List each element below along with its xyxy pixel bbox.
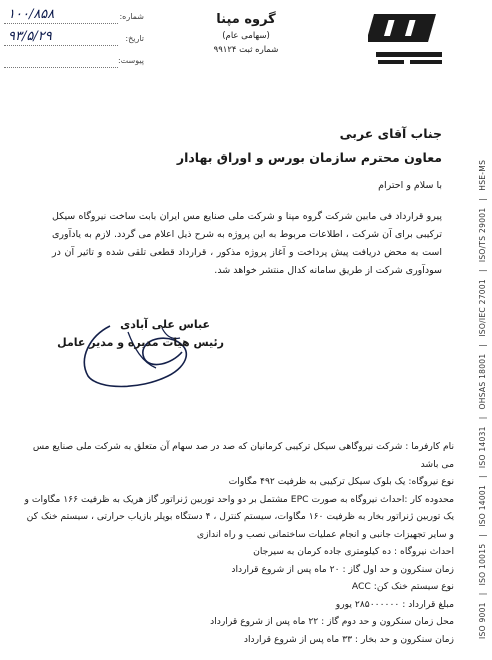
org-type: (سهامی عام) bbox=[222, 31, 270, 41]
cert-separator: | bbox=[478, 592, 487, 596]
certification-item: ISO/TS 29001 bbox=[478, 207, 487, 263]
certification-item: HSE-MS bbox=[478, 159, 487, 191]
signatory-title: رئیس هیات مدیره و مدیر عامل bbox=[57, 336, 224, 349]
cert-separator: | bbox=[478, 343, 487, 347]
meta-number bbox=[4, 7, 144, 26]
signatory-name: عباس علی آبادی bbox=[120, 318, 210, 331]
certification-list bbox=[478, 160, 487, 639]
body-paragraph: پیرو قرارداد فی مابین شرکت گروه مپنا و شرکت ملی صنایع مس ایران بابت ساخت نیروگاه سیکل ترکیبی برای آن شرکت ، اطلاعات مربوط به این پروژه به شرح ذیل اعلام می گردد. لازم به یادآوری است به محض دریافت پیش پرداخت و آغاز پروژه مذکور ، قرارداد قطعی تلقی شده و تاثیر آن در سودآوری شرکت از طریق سامانه کدال منتشر خواهد شد. bbox=[52, 211, 442, 276]
registration-number: شماره ثبت ۹۹۱۲۴ bbox=[213, 45, 279, 55]
meta-number-label: شماره: bbox=[119, 12, 144, 21]
detail-steam-sync: زمان سنکرون و حد بخار : ۳۳ ماه پس از شروع قرارداد bbox=[243, 633, 454, 645]
meta-date-value: ۹۳/۵/۲۹ bbox=[8, 29, 52, 44]
detail-second-gas-sync: محل زمان سنکرون و حد دوم گاز : ۲۲ ماه پس از شروع قرارداد bbox=[210, 616, 454, 627]
certification-item: OHSAS 18001 bbox=[478, 353, 487, 410]
certification-item: ISO 14001 bbox=[478, 484, 487, 527]
org-header bbox=[176, 10, 316, 58]
detail-scope: محدوده کار :احداث نیروگاه به صورت EPC مشتمل بر دو واحد توربین ژنراتور گاز هریک به ظرفیت ۱۶۶ مگاوات و یک توربین ژنراتور بخار به ظرفیت ۱۶۰ مگاوات، سیستم کنترل ، ۴ دستگاه بویلر بازیاب حرارتی ، سیستم خنک کن و سایر تجهیزات جانبی و انجام عملیات ساختمانی نصب و راه اندازی bbox=[24, 493, 454, 540]
certification-strip bbox=[465, 0, 492, 660]
detail-location: احداث نیروگاه : ده کیلومتری جاده کرمان به سیرجان bbox=[253, 546, 454, 557]
cert-separator: | bbox=[478, 475, 487, 478]
detail-cooling-system: نوع سیستم خنک کن: ACC bbox=[351, 581, 454, 592]
cert-separator: | bbox=[478, 533, 487, 537]
certification-item: ISO 9001 bbox=[478, 602, 487, 639]
certification-item: ISO 14031 bbox=[478, 426, 487, 469]
meta-attachment bbox=[4, 54, 144, 70]
meta-number-value: ۱۰۰/۸۵۸ bbox=[8, 7, 55, 22]
recipient-name: جناب آقای عربی bbox=[339, 126, 442, 141]
meta-date bbox=[4, 29, 144, 48]
detail-first-gas-sync: زمان سنکرون و حد اول گاز : ۲۰ ماه پس از شروع قرارداد bbox=[231, 563, 454, 575]
meta-attachment-label: پیوست: bbox=[117, 56, 144, 65]
certification-item: ISO 10015 bbox=[478, 543, 487, 586]
meta-date-label: تاریخ: bbox=[125, 34, 144, 43]
org-name: گروه مپنا bbox=[216, 12, 276, 27]
certification-item: ISO/IEC 27001 bbox=[478, 279, 487, 337]
recipient-title: معاون محترم سازمان بورس و اوراق بهادار bbox=[176, 150, 442, 165]
cert-separator: | bbox=[478, 416, 487, 420]
detail-contract-amount: مبلغ قرارداد : ۲۸۵۰۰۰۰۰۰ یورو bbox=[335, 598, 454, 610]
cert-separator: | bbox=[478, 269, 487, 272]
detail-plant-type: نوع نیروگاه: یک بلوک سیکل ترکیبی به ظرفیت ۴۹۲ مگاوات bbox=[228, 476, 454, 487]
cert-separator: | bbox=[478, 197, 487, 201]
mapna-logo-icon bbox=[368, 8, 448, 68]
recipient bbox=[62, 122, 442, 170]
project-details bbox=[24, 438, 454, 648]
greeting: با سلام و احترام bbox=[378, 180, 442, 191]
detail-employer: نام کارفرما : شرکت نیروگاهی سیکل ترکیبی کرمانیان که صد در صد سهام آن متعلق به شرکت ملی صنایع مس می باشد bbox=[32, 441, 454, 470]
